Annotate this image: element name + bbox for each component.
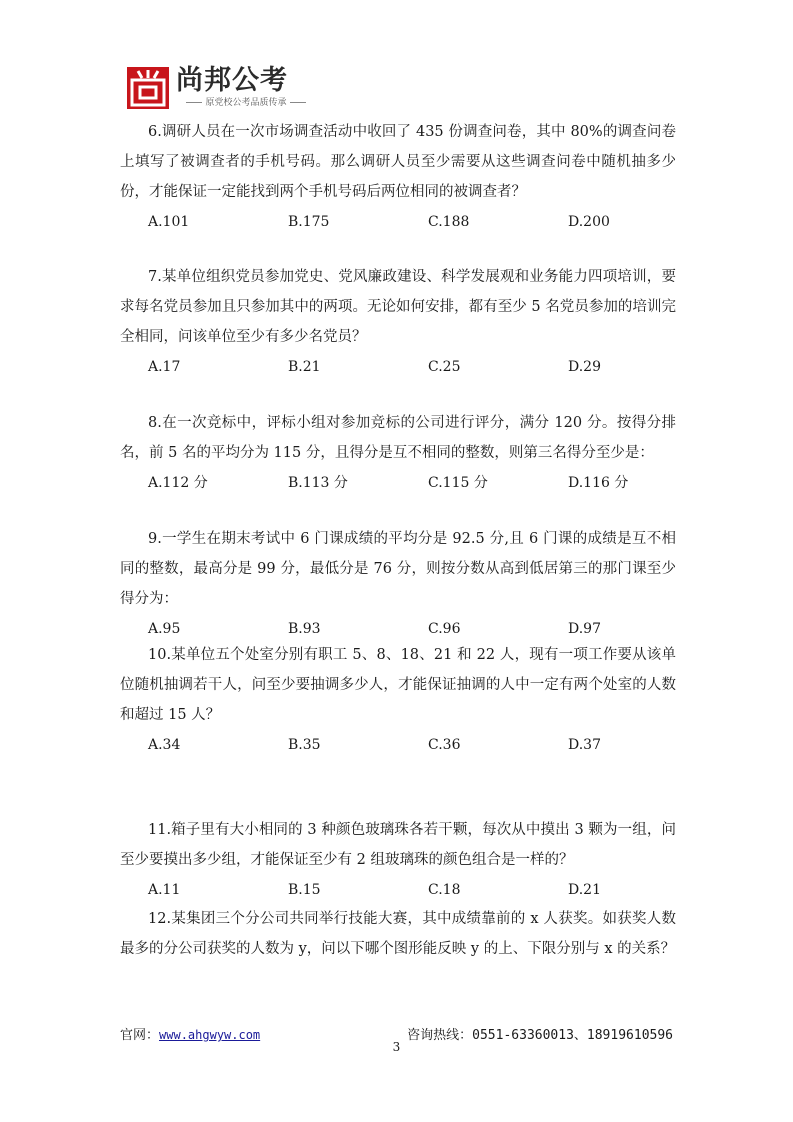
option-a: A.101 bbox=[148, 214, 190, 230]
option-a: A.34 bbox=[148, 737, 181, 753]
option-d: D.116 分 bbox=[568, 475, 629, 491]
website-link[interactable]: www.ahgwyw.com bbox=[159, 1028, 261, 1042]
hotline-label: 咨询热线： bbox=[407, 1028, 473, 1043]
question-text: 10.某单位五个处室分别有职工 5、8、18、21 和 22 人，现有一项工作要从该单位随机抽调若干人，问至少要抽调多少人，才能保证抽调的人中一定有两个处室的人数和超过 15 人？ bbox=[120, 647, 676, 723]
question-text: 7.某单位组织党员参加党史、党风廉政建设、科学发展观和业务能力四项培训，要求每名党员参加且只参加其中的两项。无论如何安排，都有至少 5 名党员参加的培训完全相同，问该单位至少有多少名党员？ bbox=[120, 269, 676, 345]
question-6 bbox=[120, 117, 676, 237]
question-9 bbox=[120, 524, 676, 644]
options-row bbox=[120, 352, 676, 382]
option-b: B.93 bbox=[288, 621, 321, 637]
options-row bbox=[120, 875, 676, 905]
question-text: 12.某集团三个分公司共同举行技能大赛，其中成绩靠前的 x 人获奖。如获奖人数最多的分公司获奖的人数为 y，问以下哪个图形能反映 y 的上、下限分别与 x 的关系？ bbox=[120, 911, 676, 957]
website-label: 官网： bbox=[120, 1028, 160, 1043]
option-b: B.15 bbox=[288, 882, 321, 898]
question-text: 8.在一次竞标中，评标小组对参加竞标的公司进行评分，满分 120 分。按得分排名，前 5 名的平均分为 115 分，且得分是互不相同的整数，则第三名得分至少是： bbox=[120, 415, 676, 461]
question-11 bbox=[120, 815, 676, 905]
option-d: D.97 bbox=[568, 621, 601, 637]
option-c: C.115 分 bbox=[428, 475, 488, 491]
question-7 bbox=[120, 262, 676, 382]
option-b: B.175 bbox=[288, 214, 330, 230]
question-12 bbox=[120, 904, 676, 964]
option-d: D.200 bbox=[568, 214, 610, 230]
logo-mark-icon bbox=[126, 66, 170, 110]
option-a: A.95 bbox=[148, 621, 181, 637]
option-c: C.18 bbox=[428, 882, 461, 898]
hotline-number: 0551-63360013、18919610596 bbox=[472, 1028, 673, 1043]
options-row bbox=[120, 468, 676, 498]
option-b: B.21 bbox=[288, 359, 321, 375]
option-c: C.36 bbox=[428, 737, 461, 753]
option-a: A.17 bbox=[148, 359, 181, 375]
option-d: D.21 bbox=[568, 882, 601, 898]
question-text: 6.调研人员在一次市场调查活动中收回了 435 份调查问卷，其中 80%的调查问卷上填写了被调查者的手机号码。那么调研人员至少需要从这些调查问卷中随机抽多少份，才能保证一定能找到两个手机号码后两位相同的被调查者？ bbox=[120, 124, 676, 200]
option-a: A.112 分 bbox=[148, 475, 208, 491]
option-c: C.25 bbox=[428, 359, 461, 375]
option-c: C.188 bbox=[428, 214, 470, 230]
question-text: 11.箱子里有大小相同的 3 种颜色玻璃珠各若干颗，每次从中摸出 3 颗为一组，问至少要摸出多少组，才能保证至少有 2 组玻璃珠的颜色组合是一样的？ bbox=[120, 822, 676, 868]
option-d: D.29 bbox=[568, 359, 601, 375]
question-text: 9.一学生在期末考试中 6 门课成绩的平均分是 92.5 分,且 6 门课的成绩是互不相同的整数，最高分是 99 分，最低分是 76 分，则按分数从高到低居第三的那门课至少得分为： bbox=[120, 531, 676, 607]
logo-tagline: 原党校公考品质传承 bbox=[176, 97, 316, 109]
option-c: C.96 bbox=[428, 621, 461, 637]
page-number: 3 bbox=[392, 1040, 401, 1054]
option-a: A.11 bbox=[148, 882, 181, 898]
brand-logo bbox=[126, 66, 326, 112]
options-row bbox=[120, 730, 676, 760]
option-b: B.35 bbox=[288, 737, 321, 753]
option-b: B.113 分 bbox=[288, 475, 348, 491]
logo-name: 尚邦公考 bbox=[176, 65, 288, 96]
question-8 bbox=[120, 408, 676, 498]
options-row bbox=[120, 207, 676, 237]
option-d: D.37 bbox=[568, 737, 601, 753]
question-10 bbox=[120, 640, 676, 760]
